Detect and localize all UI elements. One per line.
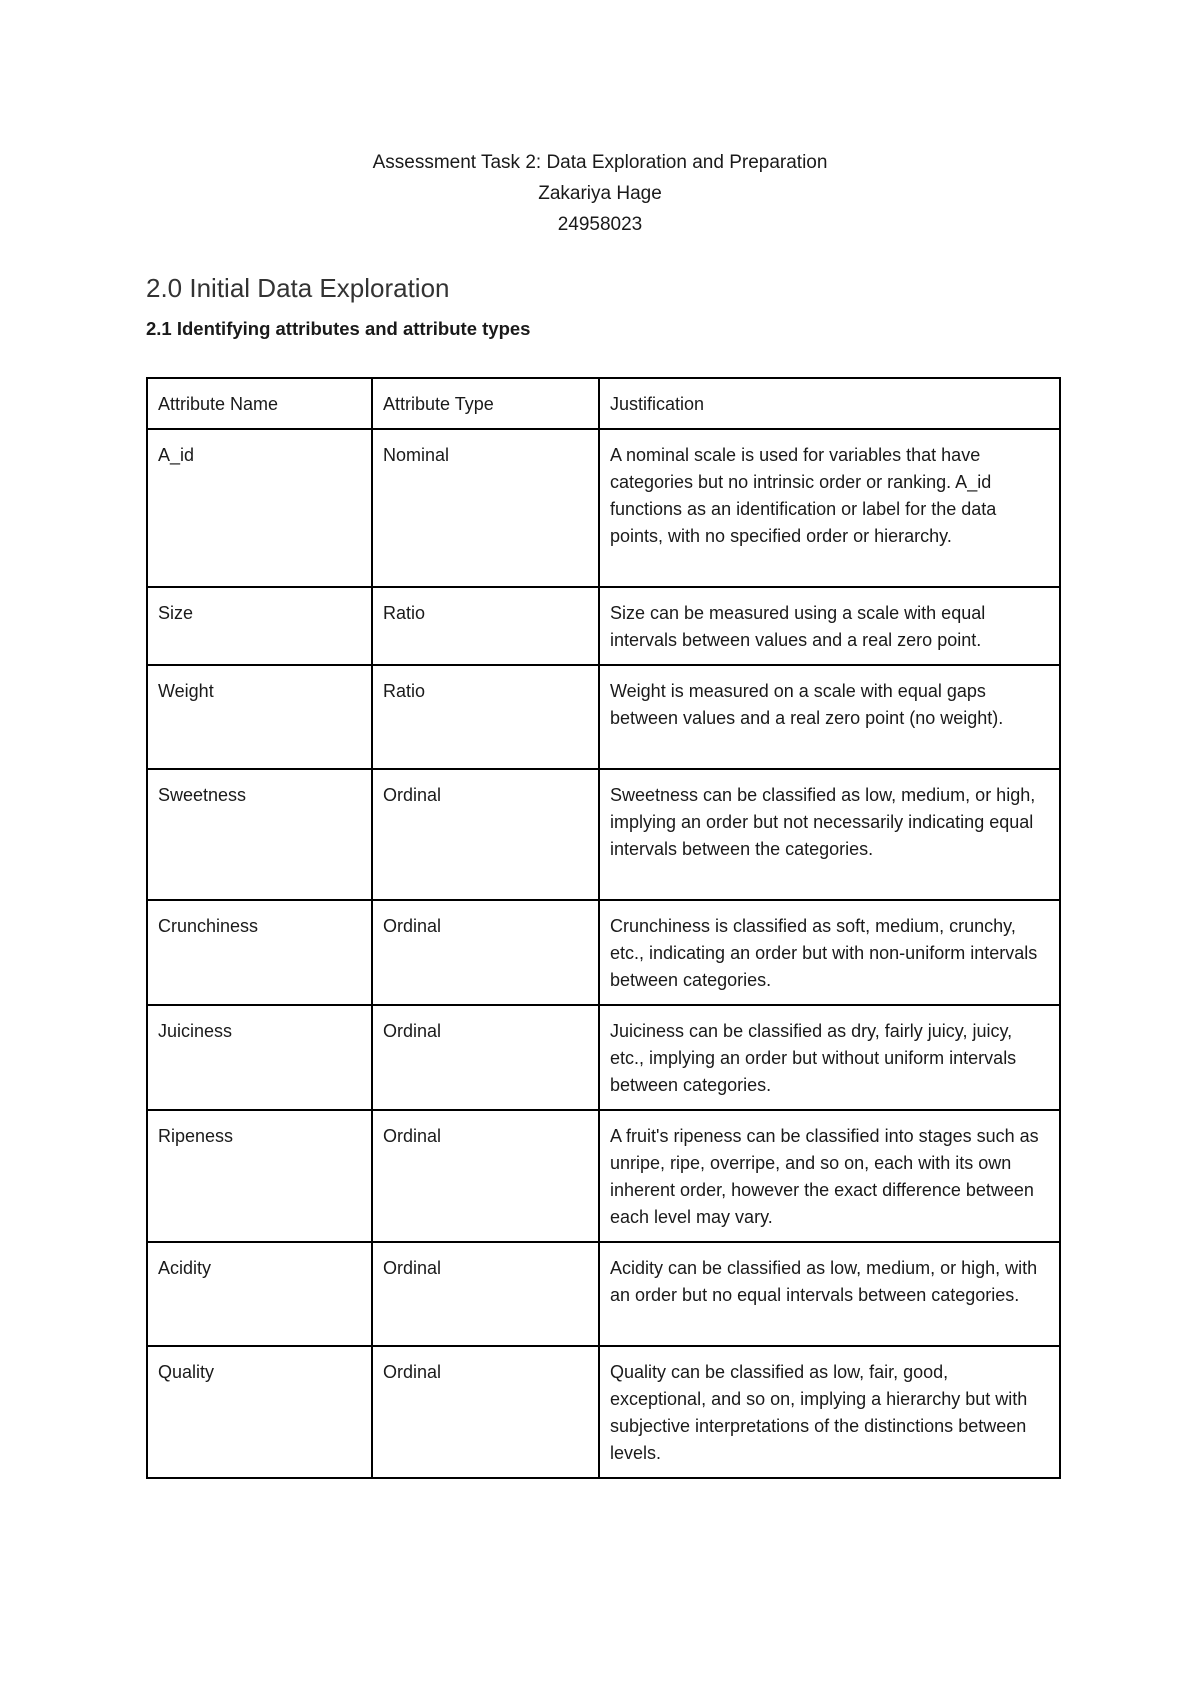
attribute-type-cell: Nominal (372, 429, 599, 587)
attribute-name-cell: Quality (147, 1346, 372, 1478)
attribute-type-cell: Ordinal (372, 1346, 599, 1478)
attribute-name-cell: Juiciness (147, 1005, 372, 1110)
table-row (147, 769, 1060, 900)
header-justification: Justification (599, 378, 1060, 429)
attribute-name-cell: A_id (147, 429, 372, 587)
table-row (147, 1242, 1060, 1346)
table-row (147, 1346, 1060, 1478)
subsection-heading: 2.1 Identifying attributes and attribute types (146, 318, 531, 339)
justification-cell: Crunchiness is classified as soft, medium, crunchy, etc., indicating an order but with non-uniform intervals between categories. (599, 900, 1060, 1005)
header-attribute-name: Attribute Name (147, 378, 372, 429)
student-id: 24958023 (557, 214, 643, 235)
table-row (147, 900, 1060, 1005)
attribute-type-cell: Ordinal (372, 769, 599, 900)
table-row (147, 665, 1060, 769)
justification-cell: Juiciness can be classified as dry, fairly juicy, juicy, etc., implying an order but without uniform intervals between categories. (599, 1005, 1060, 1110)
justification-cell: Quality can be classified as low, fair, good, exceptional, and so on, implying a hierarchy but with subjective interpretations of the distinctions between levels. (599, 1346, 1060, 1478)
header-attribute-type: Attribute Type (372, 378, 599, 429)
justification-cell: A nominal scale is used for variables that have categories but no intrinsic order or ranking. A_id functions as an identification or label for the data points, with no specified order or hierarchy. (599, 429, 1060, 587)
attribute-name-cell: Sweetness (147, 769, 372, 900)
attribute-type-cell: Ordinal (372, 1110, 599, 1242)
attribute-type-cell: Ordinal (372, 900, 599, 1005)
table-row (147, 587, 1060, 665)
justification-cell: A fruit's ripeness can be classified into stages such as unripe, ripe, overripe, and so on, each with its own inherent order, however the exact difference between each level may vary. (599, 1110, 1060, 1242)
justification-cell: Acidity can be classified as low, medium, or high, with an order but no equal intervals between categories. (599, 1242, 1060, 1346)
attribute-name-cell: Weight (147, 665, 372, 769)
document-title: Assessment Task 2: Data Exploration and Preparation (372, 152, 828, 173)
attribute-table (146, 377, 1061, 1479)
attribute-name-cell: Size (147, 587, 372, 665)
justification-cell: Weight is measured on a scale with equal gaps between values and a real zero point (no weight). (599, 665, 1060, 769)
document-header (0, 147, 1200, 240)
table-row (147, 1110, 1060, 1242)
attribute-name-cell: Crunchiness (147, 900, 372, 1005)
section-heading: 2.0 Initial Data Exploration (146, 273, 450, 303)
attribute-type-cell: Ratio (372, 587, 599, 665)
attribute-name-cell: Acidity (147, 1242, 372, 1346)
attribute-type-cell: Ratio (372, 665, 599, 769)
author-name: Zakariya Hage (538, 183, 662, 204)
justification-cell: Size can be measured using a scale with equal intervals between values and a real zero point. (599, 587, 1060, 665)
attribute-type-cell: Ordinal (372, 1005, 599, 1110)
table-row (147, 429, 1060, 587)
attribute-name-cell: Ripeness (147, 1110, 372, 1242)
table-header-row (147, 378, 1060, 429)
attribute-type-cell: Ordinal (372, 1242, 599, 1346)
justification-cell: Sweetness can be classified as low, medium, or high, implying an order but not necessarily indicating equal intervals between the categories. (599, 769, 1060, 900)
table-row (147, 1005, 1060, 1110)
